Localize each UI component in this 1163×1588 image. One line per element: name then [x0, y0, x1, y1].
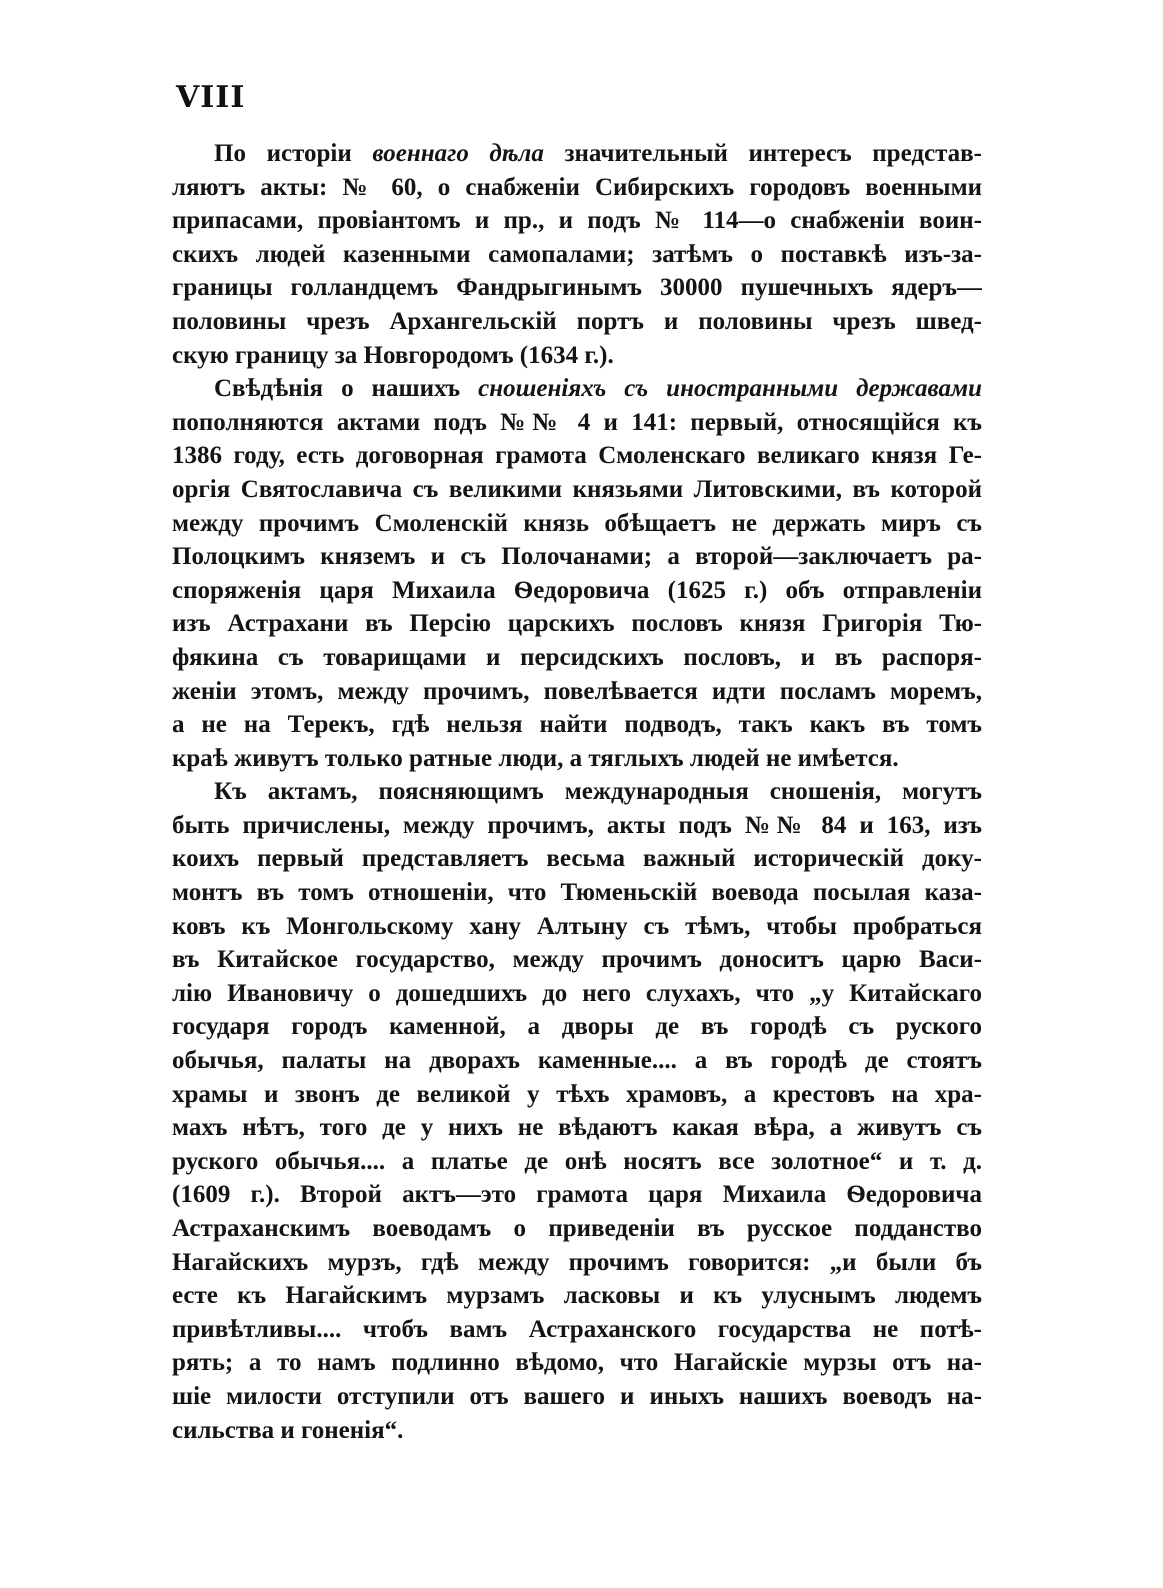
- text-line: [172, 775, 982, 809]
- text-line: [172, 540, 982, 574]
- text-line: [172, 977, 982, 1011]
- text-run: ковъ къ Монгольскому хану Алтыну съ тѣмъ, чтобы пробраться: [172, 912, 982, 940]
- text-run: границы голландцемъ Фандрыгинымъ 30000 пушечныхъ ядеръ—: [172, 274, 982, 302]
- text-run: шіе милости отступили отъ вашего и иныхъ нашихъ воеводъ на-: [172, 1382, 982, 1410]
- text-run: По исторіи: [214, 140, 373, 167]
- text-run: фякина съ товарищами и персидскихъ пословъ, и въ распоря-: [172, 643, 982, 671]
- text-line: [172, 742, 982, 776]
- text-line: [172, 943, 982, 977]
- text-line: [172, 406, 982, 440]
- text-run: изъ Астрахани въ Персію царскихъ пословъ князя Григорія Тю-: [172, 610, 982, 638]
- text-run: женіи этомъ, между прочимъ, повелѣвается идти посламъ моремъ,: [172, 677, 982, 705]
- emphasized-text: сношеніяхъ съ иностранными державами: [478, 375, 982, 403]
- text-line: [172, 1414, 982, 1448]
- text-line: [172, 641, 982, 675]
- text-run: оргія Святославича съ великими князьями Литовскими, въ которой: [172, 475, 982, 503]
- text-line: [172, 607, 982, 641]
- text-run: быть причислены, между прочимъ, акты подъ №№ 84 и 163, изъ: [172, 811, 982, 839]
- text-run: рять; а то намъ подлинно вѣдомо, что Нагайскіе мурзы отъ на-: [172, 1349, 982, 1377]
- text-line: [172, 910, 982, 944]
- text-run: Полоцкимъ княземъ и съ Полочанами; а второй—заключаетъ ра-: [172, 543, 982, 571]
- text-run: между прочимъ Смоленскій князь обѣщаетъ не держать миръ съ: [172, 509, 982, 537]
- text-line: [172, 708, 982, 742]
- text-run: руского обычья.... а платье де онѣ носятъ все золотное“ и т. д.: [172, 1147, 982, 1175]
- text-run: (1609 г.). Второй актъ—это грамота царя Михаила Ѳедоровича: [172, 1181, 982, 1209]
- text-line: [172, 842, 982, 876]
- text-run: есте къ Нагайскимъ мурзамъ ласковы и къ улуснымъ людемъ: [172, 1282, 982, 1310]
- text-line: [172, 1145, 982, 1179]
- text-line: [172, 1279, 982, 1313]
- text-run: пополняются актами подъ №№ 4 и 141: первый, относящійся къ: [172, 408, 982, 436]
- text-line: [172, 1010, 982, 1044]
- text-run: храмы и звонъ де великой у тѣхъ храмовъ, а крестовъ на хра-: [172, 1080, 982, 1108]
- text-run: монтъ въ томъ отношеніи, что Тюменьскій воевода посылая каза-: [172, 879, 982, 907]
- paragraph: [172, 775, 982, 1447]
- paragraph: [172, 372, 982, 775]
- text-line: [172, 1044, 982, 1078]
- text-run: краѣ живутъ только ратные люди, а тяглыхъ людей не имѣется.: [172, 744, 899, 772]
- text-line: [172, 675, 982, 709]
- text-line: [172, 1380, 982, 1414]
- text-line: [172, 204, 982, 238]
- text-line: [172, 1078, 982, 1112]
- text-line: [172, 1212, 982, 1246]
- text-run: скихъ людей казенными самопалами; затѣмъ о поставкѣ изъ-за-: [172, 240, 982, 268]
- text-run: половины чрезъ Архангельскій портъ и половины чрезъ швед-: [172, 307, 982, 335]
- text-line: [172, 372, 982, 406]
- paragraph: [172, 137, 982, 372]
- text-line: [172, 171, 982, 205]
- text-line: [172, 1111, 982, 1145]
- text-line: [172, 1346, 982, 1380]
- text-run: споряженія царя Михаила Ѳедоровича (1625 г.) объ отправленіи: [172, 576, 982, 604]
- text-line: [172, 339, 982, 373]
- text-line: [172, 271, 982, 305]
- text-line: [172, 305, 982, 339]
- text-line: [172, 1313, 982, 1347]
- text-line: [172, 1246, 982, 1280]
- text-run: сильства и гоненія“.: [172, 1416, 404, 1444]
- text-run: махъ нѣтъ, того де у нихъ не вѣдаютъ какая вѣра, а живутъ съ: [172, 1114, 982, 1142]
- page-number: VIII: [176, 80, 246, 115]
- text-run: Свѣдѣнія о нашихъ: [214, 375, 479, 403]
- text-line: [172, 574, 982, 608]
- text-line: [172, 137, 982, 171]
- text-line: [172, 439, 982, 473]
- text-run: а не на Терекъ, гдѣ нельзя найти подводъ, такъ какъ въ томъ: [172, 711, 982, 739]
- text-run: государя городъ каменной, а дворы де въ городѣ съ руского: [172, 1013, 982, 1041]
- text-run: въ Китайское государство, между прочимъ доноситъ царю Васи-: [172, 946, 982, 974]
- text-run: Астраханскимъ воеводамъ о приведеніи въ русское подданство: [172, 1215, 982, 1242]
- text-run: коихъ первый представляетъ весьма важный историческій доку-: [172, 845, 982, 873]
- text-line: [172, 473, 982, 507]
- text-run: лію Ивановичу о дошедшихъ до него слухахъ, что „у Китайскаго: [172, 979, 982, 1007]
- text-run: скую границу за Новгородомъ (1634 г.).: [172, 341, 614, 369]
- emphasized-text: военнаго дѣла: [372, 140, 544, 167]
- text-line: [172, 507, 982, 541]
- text-run: привѣтливы.... чтобъ вамъ Астраханского государства не потѣ-: [172, 1315, 982, 1343]
- text-line: [172, 876, 982, 910]
- text-line: [172, 238, 982, 272]
- text-line: [172, 1178, 982, 1212]
- text-line: [172, 809, 982, 843]
- text-run: значительный интересъ представ-: [543, 140, 982, 167]
- text-run: ляютъ акты: № 60, о снабженіи Сибирскихъ городовъ военными: [172, 173, 982, 201]
- text-run: обычья, палаты на дворахъ каменные.... а въ городѣ де стоятъ: [172, 1047, 982, 1075]
- text-run: Къ актамъ, поясняющимъ международныя сношенія, могутъ: [214, 778, 982, 806]
- text-run: припасами, провіантомъ и пр., и подъ № 114—о снабженіи воин-: [172, 207, 982, 235]
- text-run: Нагайскихъ мурзъ, гдѣ между прочимъ говорится: „и были бъ: [172, 1248, 982, 1276]
- body-text: [172, 137, 982, 1447]
- text-run: 1386 году, есть договорная грамота Смоленскаго великаго князя Ге-: [172, 442, 982, 470]
